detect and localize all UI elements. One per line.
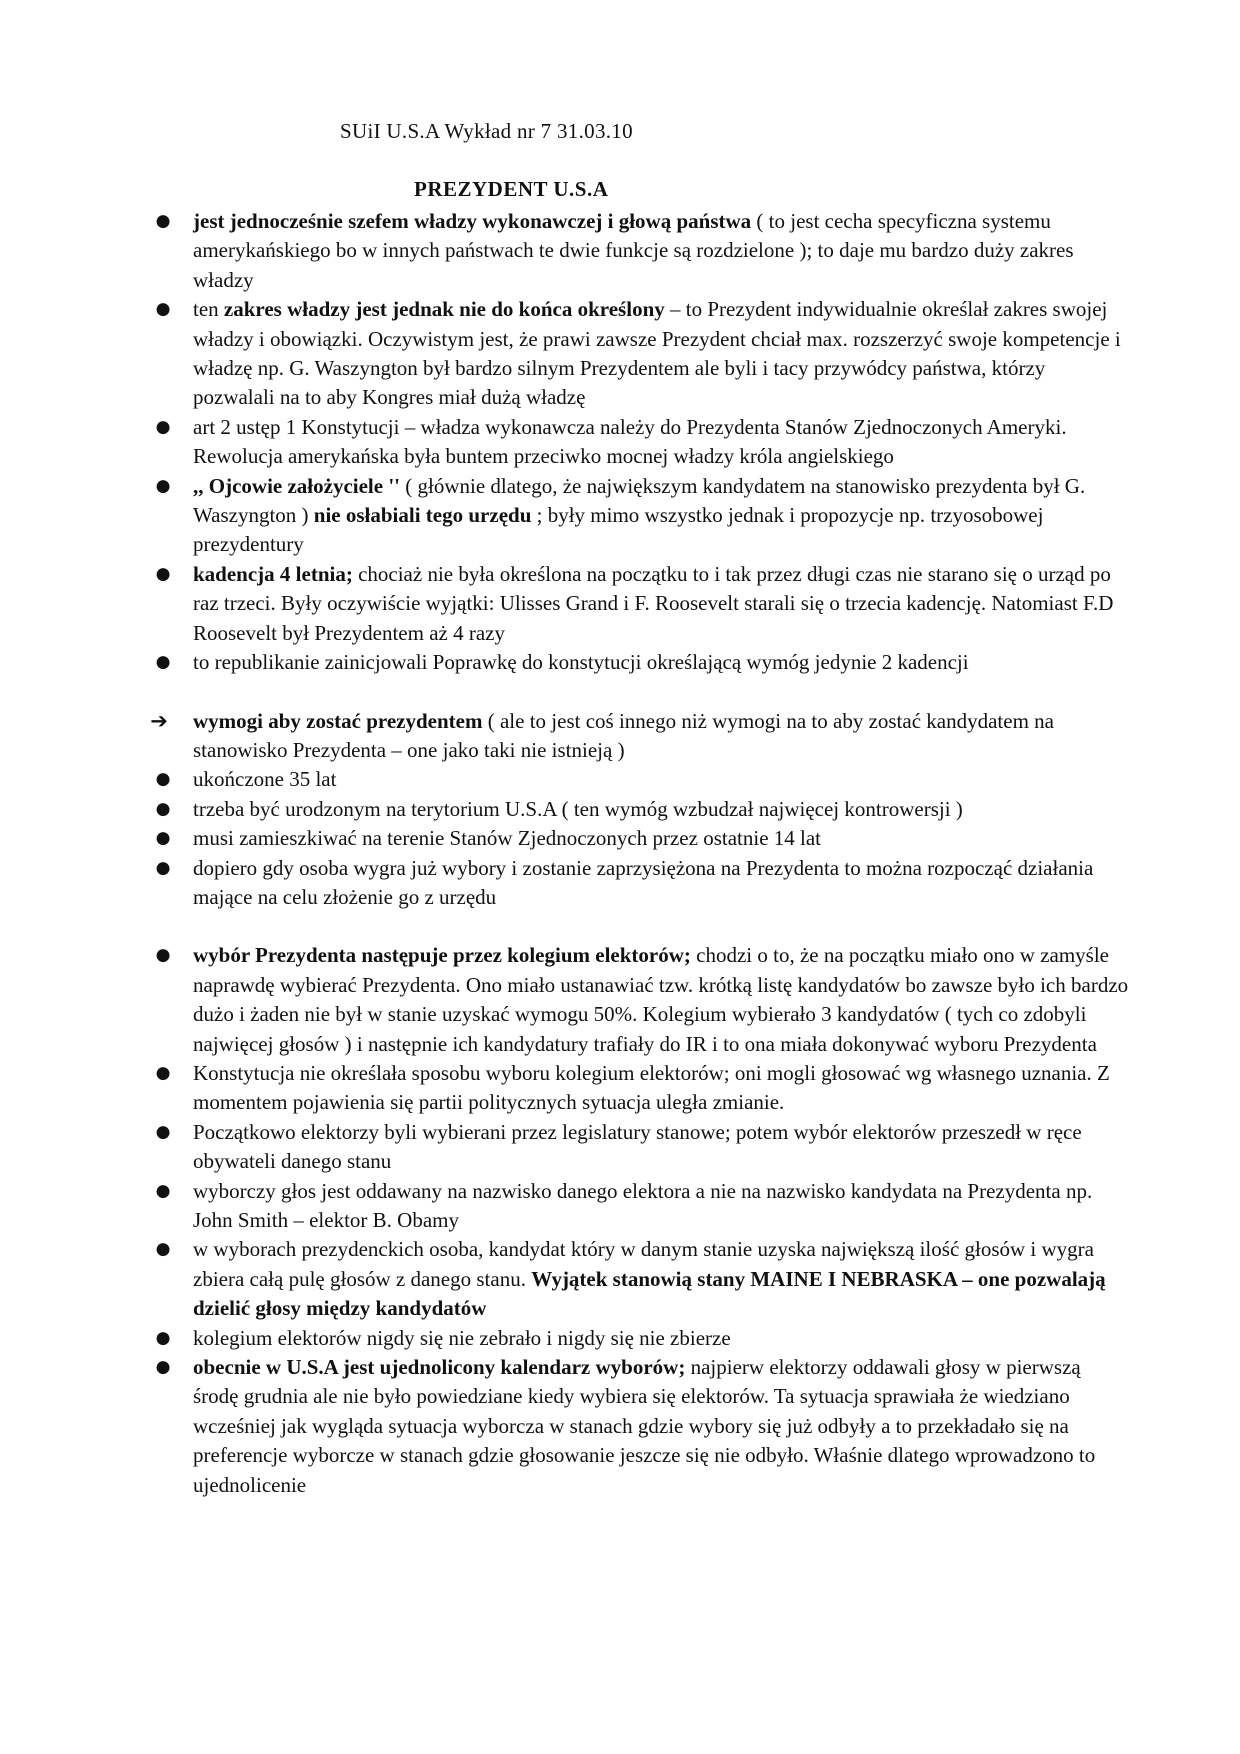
item-text: w wyborach prezydenckich osoba, kandydat który w danym stanie uzyska największą ilość głosów i wygra zbiera całą pulę głosów z danego stanu. bbox=[193, 1237, 1095, 1291]
arrow-list-item bbox=[150, 707, 1130, 766]
spacer bbox=[193, 912, 1130, 941]
list-item bbox=[155, 472, 1130, 560]
item-text: chociaż nie była określona na początku to i tak przez długi czas nie starano się o urząd po raz trzeci. Były oczywiście wyjątki: Ulisses Grand i F. Roosevelt starali się o trzecia kadencję. Natomiast F.D Roosevelt był Prezydentem aż 4 razy bbox=[193, 561, 1114, 645]
item-text-2: ; były mimo wszystko jednak i propozycje np. trzyosobowej prezydentury bbox=[193, 503, 1044, 557]
list-item bbox=[155, 824, 1130, 853]
list-item bbox=[155, 207, 1130, 295]
item-bold-text: wybór Prezydenta następuje przez kolegium elektorów; bbox=[193, 943, 691, 968]
bullet-icon: ● bbox=[155, 1062, 171, 1083]
list-item bbox=[155, 1118, 1130, 1177]
bullet-icon: ● bbox=[155, 211, 171, 231]
item-text: ( głównie dlatego, że największym kandydatem na stanowisko prezydenta był G. Waszyngton ) bbox=[193, 473, 1086, 528]
item-bold-text: kadencja 4 letnia; bbox=[193, 561, 353, 586]
item-bold-text-2: Wyjątek stanowią stany MAINE I NEBRASKA – one pozwalają dzielić głosy między kandydatów bbox=[193, 1266, 1106, 1321]
item-text-pre: ten bbox=[193, 297, 224, 322]
list-item bbox=[155, 765, 1130, 794]
item-text: kolegium elektorów nigdy się nie zebrało i nigdy się nie zbierze bbox=[193, 1325, 731, 1350]
list-item bbox=[155, 1324, 1130, 1353]
bullet-icon: ● bbox=[155, 416, 171, 437]
bullet-icon: ● bbox=[155, 652, 171, 673]
item-bold-text: obecnie w U.S.A jest ujednolicony kalendarz wyborów; bbox=[193, 1355, 686, 1380]
bullet-icon: ● bbox=[155, 945, 171, 966]
list-item bbox=[155, 1177, 1130, 1236]
bullet-icon: ● bbox=[155, 299, 171, 320]
bullet-icon: ● bbox=[155, 563, 171, 584]
document-title: PREZYDENT U.S.A bbox=[414, 177, 609, 201]
bullet-icon: ● bbox=[155, 1239, 171, 1260]
bullet-icon: ● bbox=[155, 828, 171, 849]
arrow-right-icon: ➔ bbox=[150, 708, 168, 733]
item-text: – to Prezydent indywidualnie określał zakres swojej władzy i obowiązki. Oczywistym jest, że prawi zawsze Prezydent chciał max. rozszerzyć swoje kompetencje i władzę np. G. Waszyngton był bardzo silnym Prezydentem ale byli i tacy przywódcy państwa, którzy pozwalali na to aby Kongres miał dużą władzę bbox=[193, 297, 1121, 410]
item-text: ( ale to jest coś innego niż wymogi na to aby zostać kandydatem na stanowisko Prezydenta – one jako taki nie istnieją ) bbox=[193, 708, 1054, 762]
bullet-icon: ● bbox=[155, 1121, 171, 1142]
item-text: dopiero gdy osoba wygra już wybory i zostanie zaprzysiężona na Prezydenta to można rozpocząć działania mające na celu złożenie go z urzędu bbox=[193, 855, 1094, 909]
item-text: to republikanie zainicjowali Poprawkę do konstytucji określającą wymóg jedynie 2 kadencji bbox=[193, 650, 969, 675]
item-text: ukończone 35 lat bbox=[193, 767, 337, 792]
item-bold-text-2: nie osłabiali tego urzędu bbox=[313, 503, 532, 528]
spacer bbox=[193, 678, 1130, 707]
item-text: art 2 ustęp 1 Konstytucji – władza wykonawcza należy do Prezydenta Stanów Zjednoczonych Ameryki. Rewolucja amerykańska była buntem przeciwko mocnej władzy króla angielskiego bbox=[193, 414, 1067, 469]
list-item bbox=[155, 1353, 1130, 1500]
bullet-icon: ● bbox=[155, 1357, 171, 1378]
list-item bbox=[155, 941, 1130, 1059]
bullet-icon: ● bbox=[155, 798, 171, 819]
bullet-icon: ● bbox=[155, 1180, 171, 1201]
list-item bbox=[155, 560, 1130, 648]
bullet-icon: ● bbox=[155, 475, 171, 496]
list-item bbox=[155, 854, 1130, 913]
list-item bbox=[155, 413, 1130, 472]
list-item bbox=[155, 795, 1130, 824]
item-text: chodzi o to, że na początku miało ono w zamyśle naprawdę wybierać Prezydenta. Ono miało ustanawiać tzw. krótką listę kandydatów bo zawsze było ich bardzo dużo i żaden nie był w stanie uzyskać wymogu 50%. Kolegium wybierało 3 kandydatów ( tych co zdobyli najwięcej głosów ) i następnie ich kandydatury trafiały do IR i to ona miała dokonywać wyboru Prezydenta bbox=[193, 943, 1129, 1056]
item-text: najpierw elektorzy oddawali głosy w pierwszą środę grudnia ale nie było powiedziane kiedy wybiera się elektorów. Ta sytuacja sprawiała że wiedziano wcześniej jak wygląda sytuacja wyborcza w stanach gdzie wybory się już odbyły a to przekładało się na preferencje wyborcze w stanach gdzie głosowanie jeszcze się nie odbyło. Właśnie dlatego wprowadzono to ujednolicenie bbox=[193, 1355, 1096, 1497]
item-text: Konstytucja nie określała sposobu wyboru kolegium elektorów; oni mogli głosować wg własnego uznania. Z momentem pojawienia się partii politycznych sytuacja uległa zmianie. bbox=[193, 1060, 1110, 1115]
list-item bbox=[155, 1059, 1130, 1118]
item-text: musi zamieszkiwać na terenie Stanów Zjednoczonych przez ostatnie 14 lat bbox=[193, 826, 822, 851]
item-text: wyborczy głos jest oddawany na nazwisko danego elektora a nie na nazwisko kandydata na Prezydenta np. John Smith – elektor B. Obamy bbox=[193, 1178, 1093, 1232]
document-header: SUiI U.S.A Wykład nr 7 31.03.10 bbox=[340, 119, 633, 143]
list-item bbox=[155, 295, 1130, 413]
item-text: ( to jest cecha specyficzna systemu amerykańskiego bo w innych państwach te dwie funkcje są rozdzielone ); to daje mu bardzo duży zakres władzy bbox=[193, 209, 1074, 292]
bullet-icon: ● bbox=[155, 857, 171, 878]
list-item bbox=[155, 648, 1130, 677]
list-item bbox=[155, 1235, 1130, 1323]
item-bold-text: wymogi aby zostać prezydentem bbox=[193, 708, 483, 733]
bullet-icon: ● bbox=[155, 769, 171, 790]
item-bold-text: ,, Ojcowie założyciele '' bbox=[193, 473, 400, 498]
item-bold-text: zakres władzy jest jednak nie do końca określony bbox=[223, 297, 665, 322]
item-bold-text: jest jednocześnie szefem władzy wykonawczej i głową państwa bbox=[193, 209, 752, 233]
item-text: Początkowo elektorzy byli wybierani przez legislatury stanowe; potem wybór elektorów przeszedł w ręce obywateli danego stanu bbox=[193, 1119, 1082, 1174]
item-text: trzeba być urodzonym na terytorium U.S.A ( ten wymóg wzbudzał najwięcej kontrowersji ) bbox=[193, 796, 963, 821]
document-body bbox=[150, 207, 1130, 1500]
bullet-icon: ● bbox=[155, 1327, 171, 1348]
